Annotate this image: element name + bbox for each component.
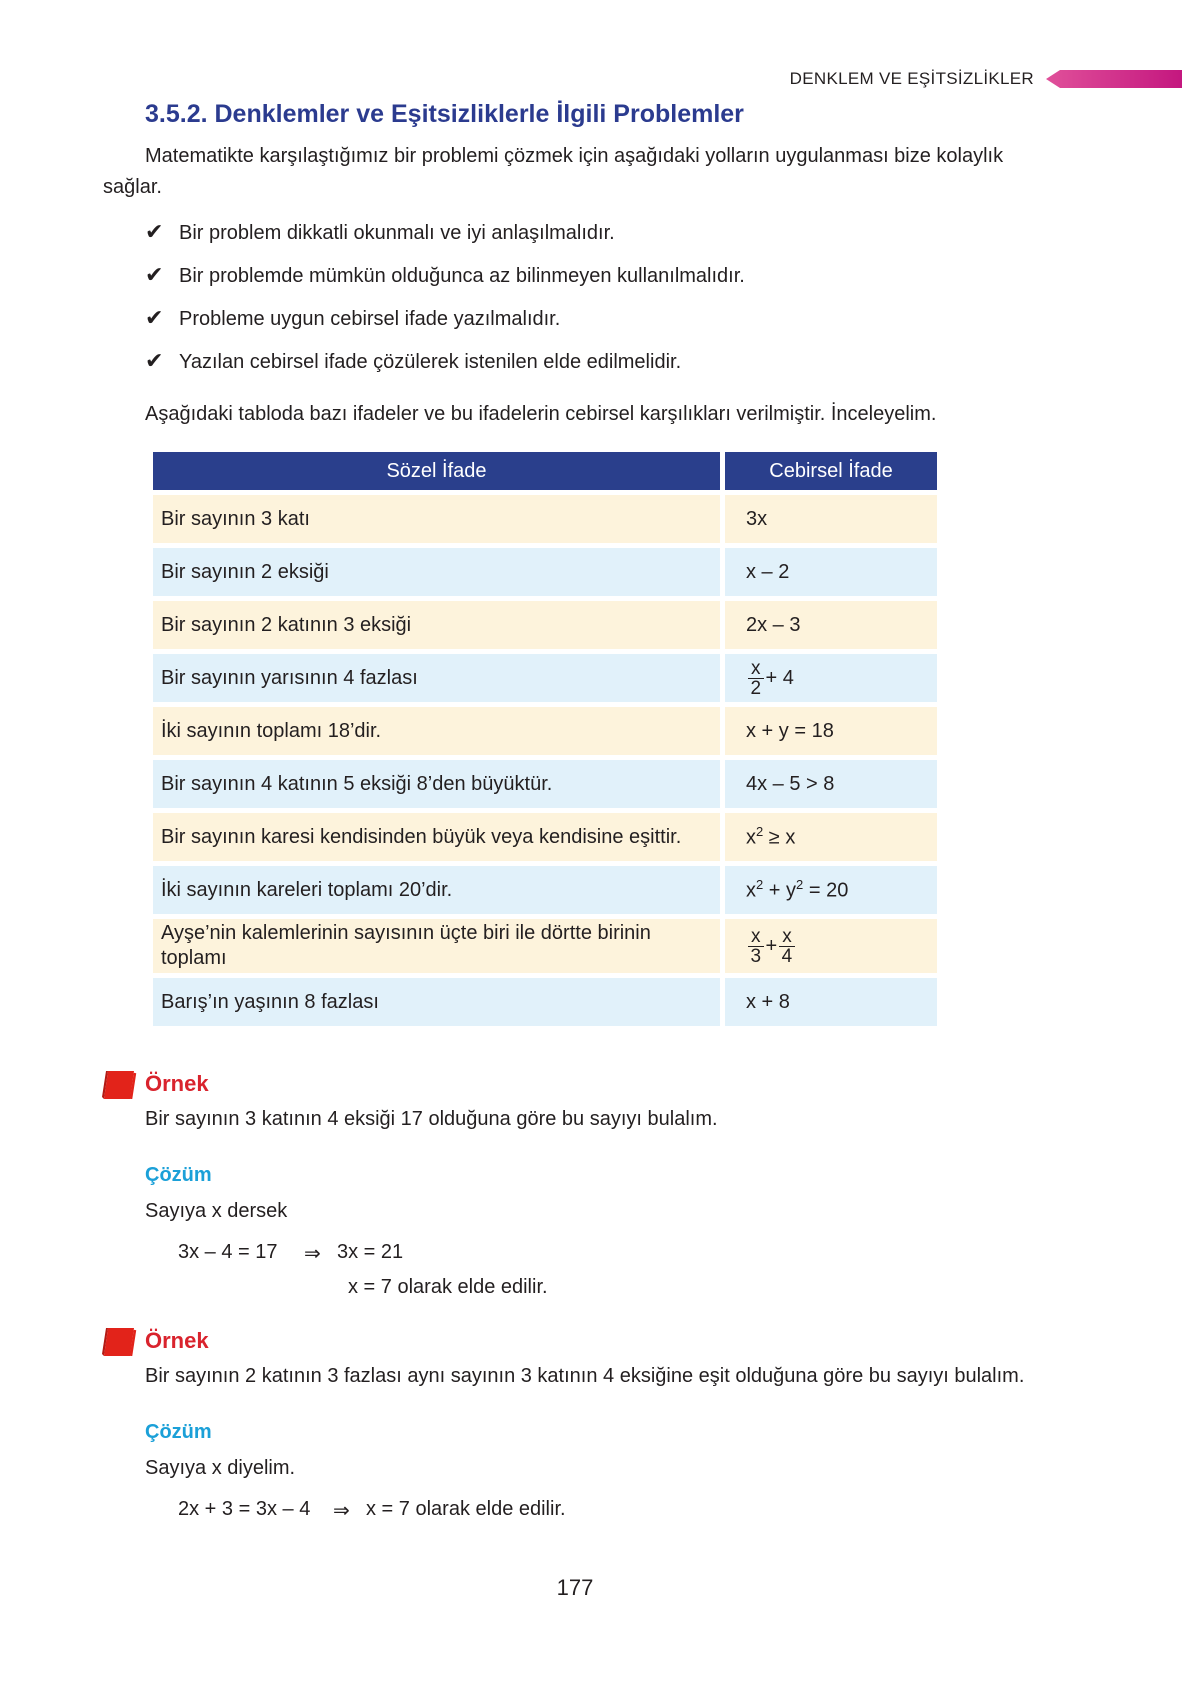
verbal-cell: Bir sayının 3 katı xyxy=(153,495,720,543)
bullet-text: Yazılan cebirsel ifade çözülerek istenilen elde edilmelidir. xyxy=(179,351,682,373)
algebraic-cell: x + 8 xyxy=(725,978,937,1026)
implies-arrow: ⇒ xyxy=(304,1243,321,1265)
verbal-cell: Bir sayının yarısının 4 fazlası xyxy=(153,654,720,702)
verbal-cell: Bir sayının karesi kendisinden büyük veya kendisine eşittir. xyxy=(153,813,720,861)
bullet-text: Bir problemde mümkün olduğunca az bilinmeyen kullanılmalıdır. xyxy=(179,265,745,287)
header-verbal: Sözel İfade xyxy=(153,452,720,490)
implies-arrow: ⇒ xyxy=(333,1500,350,1522)
header-algebraic: Cebirsel İfade xyxy=(725,452,937,490)
verbal-cell: Bir sayının 4 katının 5 eksiği 8’den büyüktür. xyxy=(153,760,720,808)
table-row xyxy=(153,760,937,808)
table-row xyxy=(153,978,937,1026)
table-header-row xyxy=(153,452,937,490)
example-label: Örnek xyxy=(145,1328,209,1353)
algebraic-cell: 3x xyxy=(725,495,937,543)
check-icon: ✔ xyxy=(145,219,164,244)
chapter-tab-decoration xyxy=(1046,70,1182,88)
page-number: 177 xyxy=(556,1575,594,1600)
solution-label: Çözüm xyxy=(145,1421,212,1443)
bullet-item xyxy=(145,219,615,245)
bullet-item xyxy=(145,348,681,374)
verbal-cell: Bir sayının 2 katının 3 eksiği xyxy=(153,601,720,649)
example-question: Bir sayının 3 katının 4 eksiği 17 olduğuna göre bu sayıyı bulalım. xyxy=(145,1108,718,1130)
algebraic-cell: $x^2 + y^2 = 20$ xyxy=(725,866,937,914)
solution-label: Çözüm xyxy=(145,1164,212,1186)
solution-intro: Sayıya x diyelim. xyxy=(145,1457,296,1479)
algebraic-cell: x – 2 xyxy=(725,548,937,596)
algebraic-cell: $\frac{x}{2}$ + 4 xyxy=(725,654,937,702)
solution-intro: Sayıya x dersek xyxy=(145,1200,288,1222)
check-icon: ✔ xyxy=(145,262,164,287)
intro-paragraph xyxy=(103,141,1053,203)
verbal-cell: İki sayının kareleri toplamı 20’dir. xyxy=(153,866,720,914)
table-intro: Aşağıdaki tabloda bazı ifadeler ve bu ifadelerin cebirsel karşılıkları verilmiştir. İnceleyelim. xyxy=(145,403,937,425)
fraction: $\frac{x}{4}$ xyxy=(779,927,795,966)
verbal-cell: Barış’ın yaşının 8 fazlası xyxy=(153,978,720,1026)
algebraic-cell: $x^2 \ge x$ xyxy=(725,813,937,861)
verbal-cell: İki sayının toplamı 18’dir. xyxy=(153,707,720,755)
intro-line-2: sağlar. xyxy=(103,176,162,198)
algebraic-cell: 4x – 5 > 8 xyxy=(725,760,937,808)
solution-result: x = 7 olarak elde edilir. xyxy=(366,1498,566,1520)
verbal-cell: Bir sayının 2 eksiği xyxy=(153,548,720,596)
example-icon xyxy=(102,1071,140,1099)
example-question: Bir sayının 2 katının 3 fazlası aynı sayının 3 katının 4 eksiğine eşit olduğuna göre bu sayıyı bulalım. xyxy=(145,1365,1025,1387)
section-title: 3.5.2. Denklemler ve Eşitsizliklerle İlgili Problemler xyxy=(145,100,744,128)
bullet-item xyxy=(145,305,560,331)
bullet-text: Probleme uygun cebirsel ifade yazılmalıdır. xyxy=(179,308,561,330)
table-row xyxy=(153,866,937,914)
fraction: $\frac{x}{3}$ xyxy=(748,927,764,966)
fraction: $\frac{x}{2}$ xyxy=(748,659,764,698)
table-row xyxy=(153,919,937,973)
table-row xyxy=(153,495,937,543)
table-row xyxy=(153,601,937,649)
check-icon: ✔ xyxy=(145,305,164,330)
table-row xyxy=(153,548,937,596)
intro-line-1: Matematikte karşılaştığımız bir problemi çözmek için aşağıdaki yolların uygulanması bize kolaylık xyxy=(145,145,1004,167)
solution-result: x = 7 olarak elde edilir. xyxy=(348,1276,548,1298)
example-label: Örnek xyxy=(145,1071,209,1096)
table-row xyxy=(153,813,937,861)
expression-table xyxy=(148,447,942,1031)
table-row xyxy=(153,707,937,755)
bullet-item xyxy=(145,262,745,288)
equation-left: 2x + 3 = 3x – 4 xyxy=(178,1498,311,1520)
bullet-text: Bir problem dikkatli okunmalı ve iyi anlaşılmalıdır. xyxy=(179,222,615,244)
algebraic-cell: x + y = 18 xyxy=(725,707,937,755)
algebraic-cell: 2x – 3 xyxy=(725,601,937,649)
verbal-cell: Ayşe’nin kalemlerinin sayısının üçte biri ile dörtte birinin toplamı xyxy=(153,919,720,973)
algebraic-cell: $\frac{x}{3}$ + $\frac{x}{4}$ xyxy=(725,919,937,973)
table-row xyxy=(153,654,937,702)
equation-right: 3x = 21 xyxy=(337,1241,404,1263)
chapter-title: DENKLEM VE EŞİTSİZLİKLER xyxy=(789,69,1034,88)
equation-left: 3x – 4 = 17 xyxy=(178,1241,278,1263)
check-icon: ✔ xyxy=(145,348,164,373)
example-icon xyxy=(102,1328,140,1356)
